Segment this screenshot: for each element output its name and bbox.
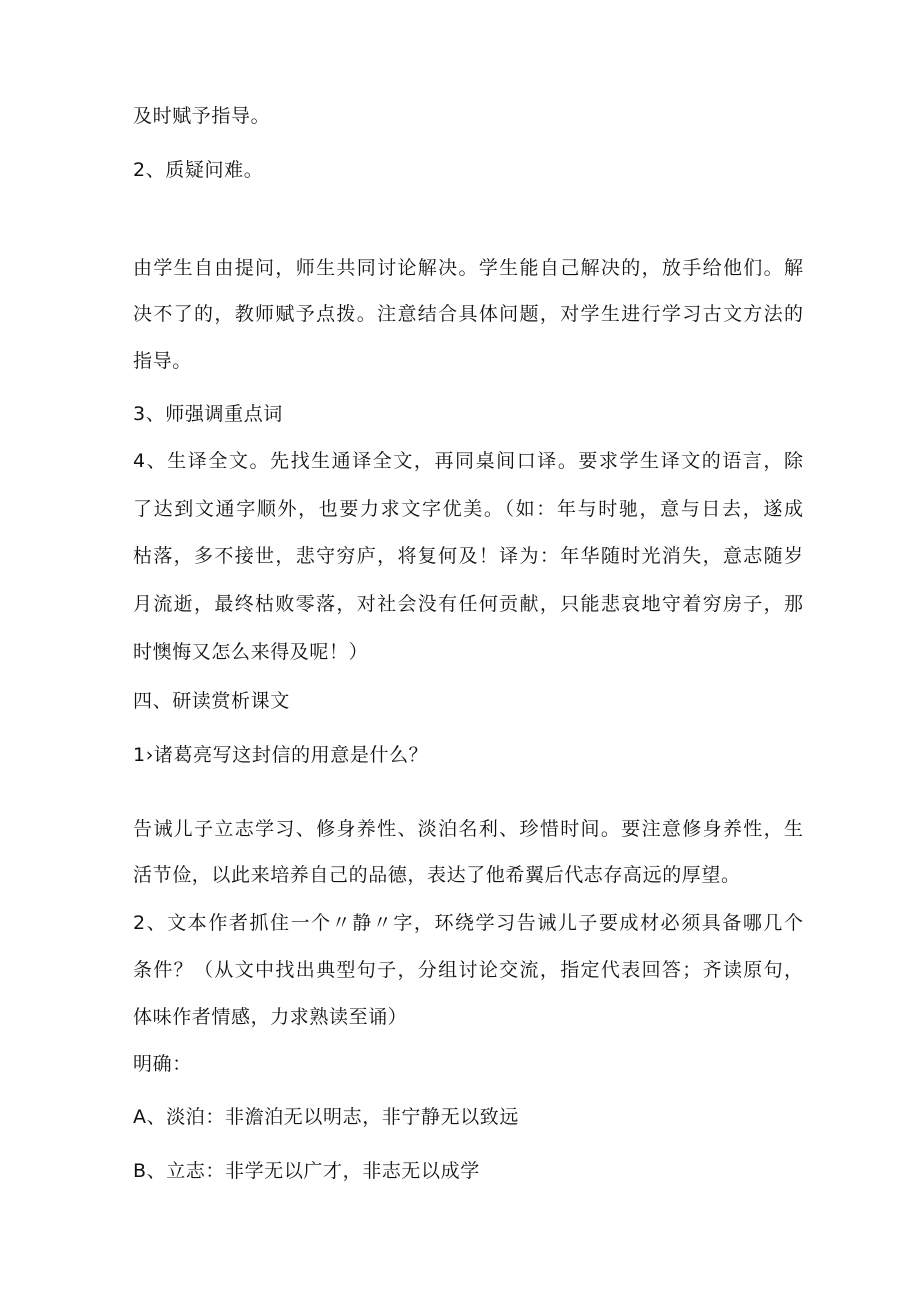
paragraph-line: 条件？（从文中找出典型句子，分组讨论交流，指定代表回答；齐读原句， <box>133 959 803 981</box>
paragraph-line: 了达到文通字顺外，也要力求文字优美。（如：年与时驰，意与日去，遂成 <box>133 498 803 520</box>
section-heading: 2、质疑问难。 <box>133 159 264 181</box>
paragraph-line: 体味作者情感，力求熟读至诵） <box>133 1006 408 1028</box>
question-line: 2、文本作者抓住一个〃静〃字，环绕学习告诫儿子要成材必须具备哪几个 <box>133 912 803 934</box>
paragraph-line: 4、生译全文。先找生通译全文，再同桌间口译。要求学生译文的语言，除 <box>133 450 803 472</box>
question-line: 1›诸葛亮写这封信的用意是什么？ <box>133 744 429 766</box>
paragraph-line: 时懊悔又怎么来得及呢！） <box>133 641 369 663</box>
paragraph-line: 明确： <box>133 1053 192 1075</box>
paragraph-line: 枯落，多不接世，悲守穷庐，将复何及！译为：年华随时光消失，意志随岁 <box>133 545 803 567</box>
paragraph-line: 告诫儿子立志学习、修身养性、淡泊名利、珍惜时间。要注意修身养性，生 <box>133 818 803 840</box>
list-item: B、立志：非学无以广才，非志无以成学 <box>133 1160 480 1182</box>
paragraph-line: 活节俭，以此来培养自己的品德，表达了他希翼后代志存高远的厚望。 <box>133 864 741 886</box>
section-heading: 四、研读赏析课文 <box>133 690 290 712</box>
list-item: A、淡泊：非澹泊无以明志，非宁静无以致远 <box>133 1106 519 1128</box>
paragraph-line: 月流逝，最终枯败零落，对社会没有任何贡献，只能悲哀地守着穷房子，那 <box>133 593 803 615</box>
paragraph-line: 及时赋予指导。 <box>133 105 271 127</box>
section-heading: 3、师强调重点词 <box>133 403 283 425</box>
paragraph-line: 指导。 <box>133 350 192 372</box>
paragraph-line: 决不了的，教师赋予点拨。注意结合具体问题，对学生进行学习古文方法的 <box>133 303 803 325</box>
paragraph-line: 由学生自由提问，师生共同讨论解决。学生能自己解决的，放手给他们。解 <box>133 257 803 279</box>
